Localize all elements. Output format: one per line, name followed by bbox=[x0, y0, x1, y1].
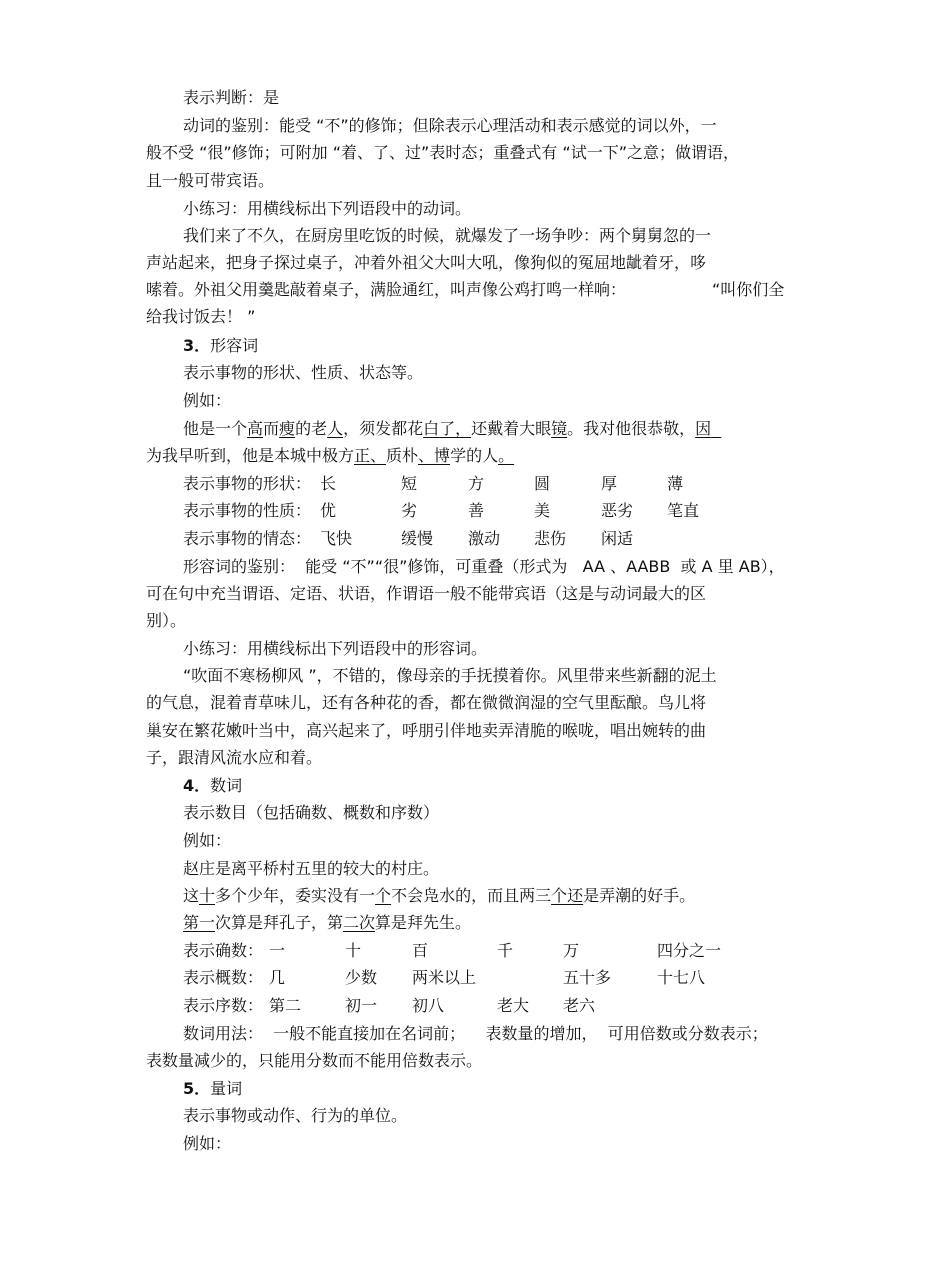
text-segment: 而 bbox=[263, 419, 280, 438]
row-item: 五十多 bbox=[563, 968, 612, 987]
text-segment: 还戴着大眼 bbox=[471, 419, 552, 438]
adjective-identify-line-1: 形容词的鉴别： 能受 “不”“很”修饰，可重叠（形式为 AA 、AABB 或 A 里 AB）， bbox=[183, 557, 785, 576]
numeral-approx-row bbox=[183, 968, 743, 988]
heading-text: 数词 bbox=[210, 776, 243, 795]
row-item: 老六 bbox=[563, 996, 596, 1015]
verb-passage-quote: “叫你们全 bbox=[712, 280, 785, 299]
row-item: 千 bbox=[497, 941, 514, 960]
row-label: 表示确数： bbox=[183, 941, 264, 960]
row-item: 少数 bbox=[345, 968, 378, 987]
adjective-example-label: 例如： bbox=[183, 391, 232, 410]
row-item: 十七八 bbox=[657, 968, 706, 987]
row-item: 飞快 bbox=[320, 529, 353, 548]
adjective-identify-line-3: 别）。 bbox=[146, 611, 187, 630]
row-item: 百 bbox=[412, 941, 429, 960]
underlined-segment: 瘦 bbox=[279, 419, 296, 438]
verb-identify-line-3: 且一般可带宾语。 bbox=[146, 171, 275, 190]
underlined-segment: 因 bbox=[695, 419, 712, 438]
row-item: 圆 bbox=[534, 474, 551, 493]
row-item: 十 bbox=[345, 941, 362, 960]
adjective-exercise-prompt: 小练习：用横线标出下列语段中的形容词。 bbox=[183, 639, 488, 658]
text-segment: 次算是拜孔子，第 bbox=[215, 913, 344, 932]
adjective-state-row bbox=[183, 529, 743, 549]
verb-passage-line: 声站起来，把身子探过桌子，冲着外祖父大叫大吼，像狗似的冤屈地龇着牙，哆 bbox=[146, 253, 707, 272]
verb-identify-line-1: 动词的鉴别：能受 “不”的修饰；但除表示心理活动和表示感觉的词以外，一 bbox=[183, 116, 717, 135]
underlined-segment: 、博 bbox=[418, 446, 451, 465]
underlined-segment: 。 bbox=[498, 446, 515, 465]
row-item: 薄 bbox=[667, 474, 684, 493]
underlined-segment: 第一 bbox=[183, 913, 216, 932]
heading-number: 4． bbox=[183, 776, 211, 795]
underline-blank bbox=[711, 419, 721, 438]
row-item: 笔直 bbox=[667, 501, 700, 520]
classifier-example-label: 例如： bbox=[183, 1134, 232, 1153]
adjective-identify-line-2: 可在句中充当谓语、定语、状语，作谓语一般不能带宾语（这是与动词最大的区 bbox=[146, 584, 707, 603]
numeral-example-line-3 bbox=[183, 913, 471, 933]
text-segment: 是弄潮的好手。 bbox=[583, 886, 696, 905]
verb-passage-line: 嗦着。外祖父用羹匙敲着桌子，满脸通红，叫声像公鸡打鸣一样响： bbox=[146, 280, 627, 299]
adjective-passage-line: 子，跟清风流水应和着。 bbox=[146, 748, 323, 767]
row-item: 劣 bbox=[401, 501, 418, 520]
row-label: 表示事物的性质： bbox=[183, 501, 312, 520]
text-segment: 质朴 bbox=[386, 446, 419, 465]
numeral-definition: 表示数目（包括确数、概数和序数） bbox=[183, 803, 440, 822]
numeral-heading bbox=[183, 776, 242, 796]
row-item: 一 bbox=[269, 941, 286, 960]
text-segment: 多个少年，委实没有一 bbox=[215, 886, 376, 905]
row-item: 第二 bbox=[269, 996, 302, 1015]
row-item: 短 bbox=[401, 474, 418, 493]
underlined-segment: 镜 bbox=[551, 419, 568, 438]
heading-number: 3． bbox=[183, 336, 211, 355]
verb-exercise-prompt: 小练习：用横线标出下列语段中的动词。 bbox=[183, 199, 472, 218]
row-item: 激动 bbox=[468, 529, 501, 548]
verb-passage-line: 我们来了不久，在厨房里吃饭的时候，就爆发了一场争吵：两个舅舅忽的一 bbox=[183, 226, 712, 245]
text-segment: 算是拜先生。 bbox=[375, 913, 472, 932]
row-item: 优 bbox=[320, 501, 337, 520]
adjective-passage-line: 的气息，混着青草味儿，还有各种花的香，都在微微润湿的空气里酝酿。鸟儿将 bbox=[146, 693, 707, 712]
text-segment: ，须发都花 bbox=[343, 419, 424, 438]
adjective-passage-line: “吹面不寒杨柳风 ”，不错的，像母亲的手抚摸着你。风里带来些新翻的泥土 bbox=[183, 666, 717, 685]
adjective-passage-line: 巢安在繁花嫩叶当中，高兴起来了，呼朋引伴地卖弄清脆的喉咙，唱出婉转的曲 bbox=[146, 721, 707, 740]
row-item: 初一 bbox=[345, 996, 378, 1015]
heading-text: 形容词 bbox=[210, 336, 259, 355]
underlined-segment: 人 bbox=[327, 419, 344, 438]
row-item: 善 bbox=[468, 501, 485, 520]
numeral-example-line-1: 赵庄是离平桥村五里的较大的村庄。 bbox=[183, 859, 440, 878]
adjective-example-line-1 bbox=[183, 419, 721, 439]
adjective-example-line-2 bbox=[146, 446, 514, 466]
verb-passage-line: 给我讨饭去！ ” bbox=[146, 307, 256, 326]
row-item: 悲伤 bbox=[534, 529, 567, 548]
adjective-shape-row bbox=[183, 474, 743, 494]
numeral-usage-line-2: 表数量减少的，只能用分数而不能用倍数表示。 bbox=[146, 1051, 483, 1070]
numeral-ordinal-row bbox=[183, 996, 743, 1016]
row-item: 几 bbox=[269, 968, 286, 987]
classifier-definition: 表示事物或动作、行为的单位。 bbox=[183, 1106, 408, 1125]
text-segment: 这 bbox=[183, 886, 200, 905]
verb-judge-line: 表示判断：是 bbox=[183, 88, 280, 107]
row-item: 缓慢 bbox=[401, 529, 434, 548]
text-segment: 为我早听到，他是本城中极方 bbox=[146, 446, 355, 465]
numeral-exact-row bbox=[183, 941, 743, 961]
adjective-property-row bbox=[183, 501, 743, 521]
row-item: 美 bbox=[534, 501, 551, 520]
row-item: 万 bbox=[563, 941, 580, 960]
underlined-segment: 白了， bbox=[423, 419, 472, 438]
underlined-segment: 十 bbox=[199, 886, 216, 905]
numeral-example-label: 例如： bbox=[183, 831, 232, 850]
underlined-segment: 二次 bbox=[343, 913, 376, 932]
underlined-segment: 正、 bbox=[354, 446, 387, 465]
row-item: 闲适 bbox=[601, 529, 634, 548]
text-segment: 不会凫水的，而且两三 bbox=[391, 886, 552, 905]
row-label: 表示概数： bbox=[183, 968, 264, 987]
row-item: 长 bbox=[320, 474, 337, 493]
classifier-heading bbox=[183, 1079, 242, 1099]
underlined-segment: 个 bbox=[375, 886, 392, 905]
text-segment: 学的人 bbox=[450, 446, 499, 465]
numeral-example-line-2 bbox=[183, 886, 695, 906]
row-item: 两米以上 bbox=[412, 968, 477, 987]
heading-text: 量词 bbox=[210, 1079, 243, 1098]
adjective-definition: 表示事物的形状、性质、状态等。 bbox=[183, 363, 424, 382]
text-segment: 他是一个 bbox=[183, 419, 248, 438]
row-item: 初八 bbox=[412, 996, 445, 1015]
underlined-segment: 个还 bbox=[551, 886, 584, 905]
row-item: 老大 bbox=[497, 996, 530, 1015]
row-item: 恶劣 bbox=[601, 501, 634, 520]
text-segment: 。我对他很恭敬， bbox=[567, 419, 696, 438]
row-item: 方 bbox=[468, 474, 485, 493]
row-item: 厚 bbox=[601, 474, 618, 493]
row-label: 表示序数： bbox=[183, 996, 264, 1015]
row-label: 表示事物的情态： bbox=[183, 529, 312, 548]
numeral-usage-line-1: 数词用法： 一般不能直接加在名词前； 表数量的增加， 可用倍数或分数表示； bbox=[183, 1024, 768, 1043]
heading-number: 5． bbox=[183, 1079, 211, 1098]
adjective-heading bbox=[183, 336, 258, 356]
row-item: 四分之一 bbox=[657, 941, 722, 960]
verb-identify-line-2: 般不受 “很”修饰；可附加 “着、了、过”表时态；重叠式有 “试一下”之意；做谓语， bbox=[146, 143, 739, 162]
row-label: 表示事物的形状： bbox=[183, 474, 312, 493]
text-segment: 的老 bbox=[295, 419, 328, 438]
underlined-segment: 高 bbox=[247, 419, 264, 438]
